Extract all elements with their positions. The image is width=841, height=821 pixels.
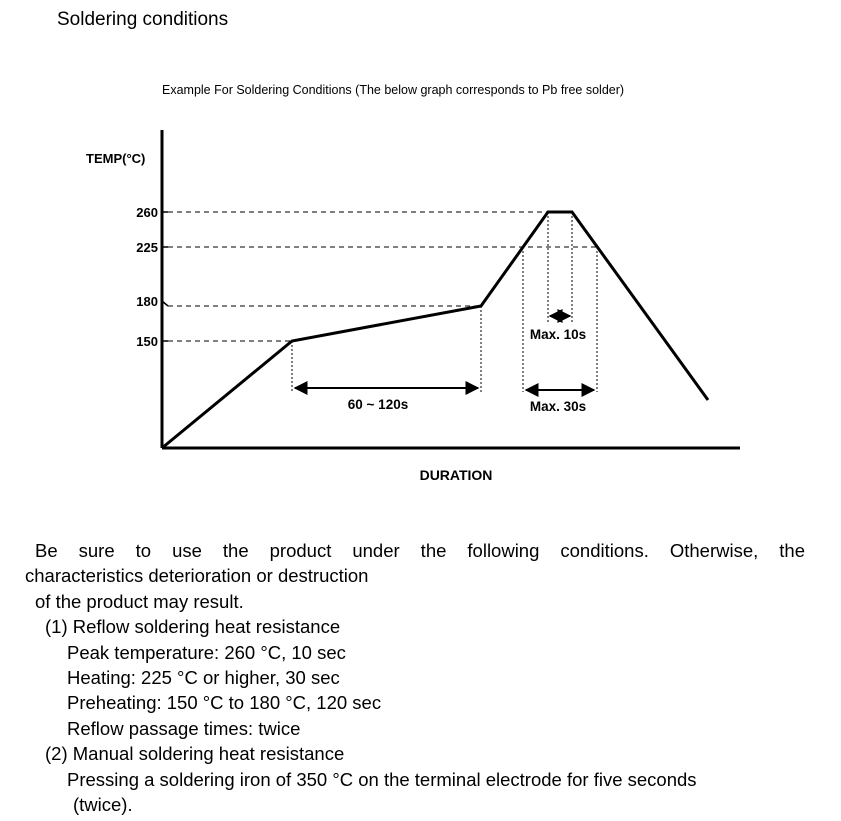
x-axis-label: DURATION — [419, 467, 493, 483]
y-axis-label: TEMP(°C) — [86, 151, 146, 166]
figure-caption: Example For Soldering Conditions (The below graph corresponds to Pb free solder) — [162, 83, 625, 97]
reflow-title: (1) Reflow soldering heat resistance — [45, 616, 341, 638]
peak-duration-label: Max. 10s — [529, 327, 587, 342]
reflow-passage: Reflow passage times: twice — [67, 717, 301, 739]
y-tick-225: 225 — [136, 240, 158, 255]
vertical-guides — [292, 212, 597, 392]
reflow-heating: Heating: 225 °C or higher, 30 sec — [67, 667, 340, 689]
intro-line-1: Be sure to use the product under the following conditions. Otherwise, the — [35, 540, 805, 561]
preheat-duration-label: 60 ~ 120s — [347, 397, 409, 412]
y-tick-150: 150 — [136, 334, 158, 349]
conditions-text — [25, 538, 805, 817]
y-tick-260: 260 — [136, 205, 158, 220]
above-225-duration-label: Max. 30s — [529, 399, 587, 414]
reflow-peak: Peak temperature: 260 °C, 10 sec — [67, 641, 346, 663]
intro-line-2: characteristics deterioration or destruction — [25, 565, 369, 587]
manual-title: (2) Manual soldering heat resistance — [45, 743, 345, 765]
manual-line-1: Pressing a soldering iron of 350 °C on the terminal electrode for five seconds — [67, 768, 697, 790]
reflow-preheating: Preheating: 150 °C to 180 °C, 120 sec — [67, 692, 382, 714]
manual-line-2: (twice). — [73, 794, 133, 816]
intro-line-3: of the product may result. — [35, 590, 244, 612]
y-tick-180: 180 — [136, 294, 158, 309]
section-heading: Soldering conditions — [57, 9, 229, 30]
